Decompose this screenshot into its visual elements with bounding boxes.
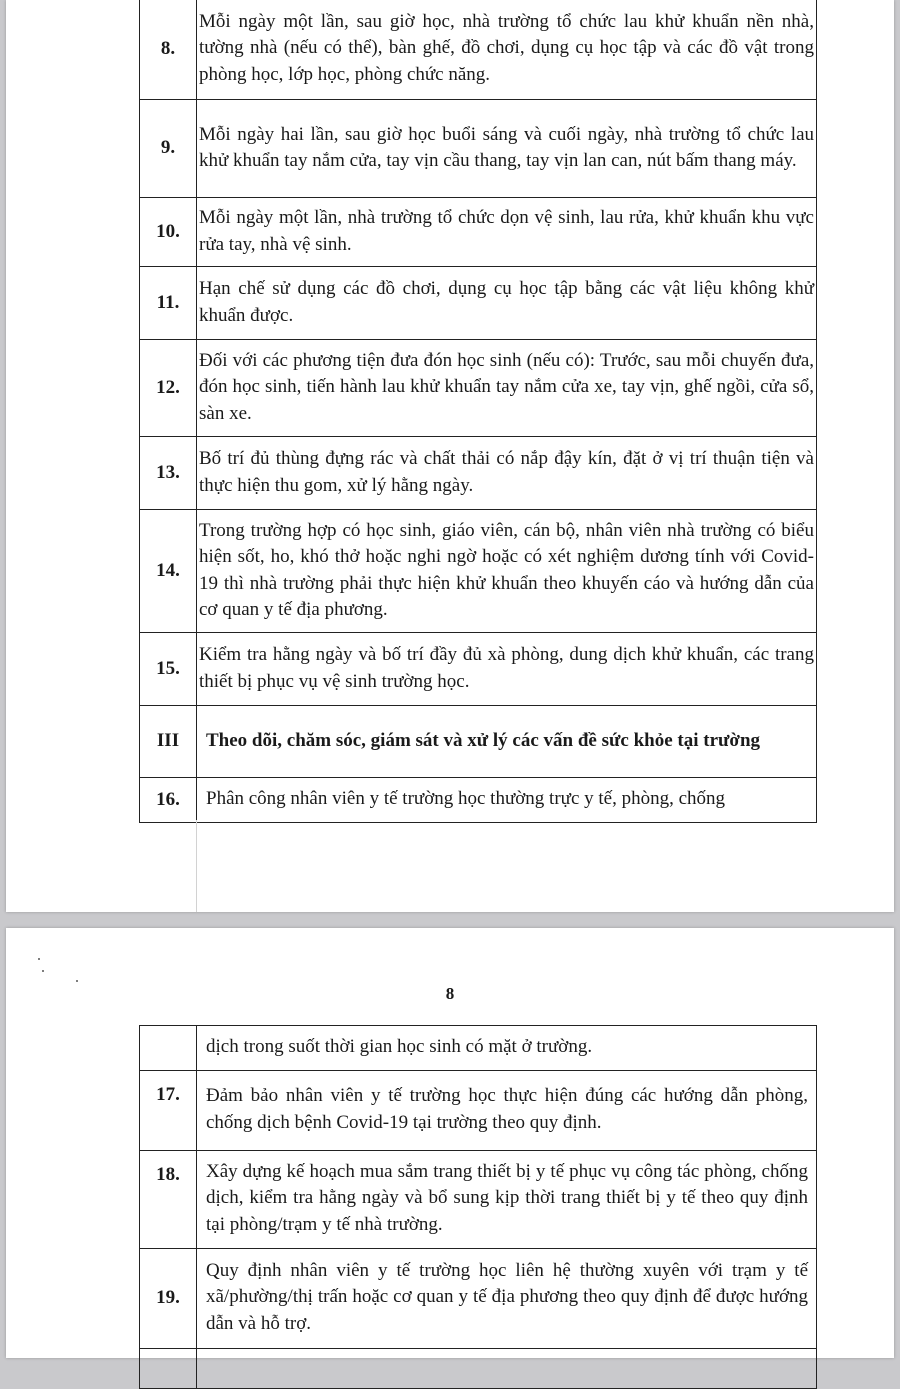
row-text: Mỗi ngày một lần, sau giờ học, nhà trường tổ chức lau khử khuẩn nền nhà, tường nhà (nếu có thể), bàn ghế, đồ chơi, dụng cụ học tập và các đồ vật trong phòng học, lớp học, phòng chức năng. — [197, 0, 817, 100]
row-number: 19. — [140, 1248, 197, 1348]
row-text: Kiểm tra hằng ngày và bố trí đầy đủ xà phòng, dung dịch khử khuẩn, các trang thiết bị phục vụ vệ sinh trường học. — [197, 633, 817, 706]
page-divider-line — [196, 820, 197, 912]
table-row — [140, 267, 817, 340]
row-number: 13. — [140, 437, 197, 510]
row-number: 18. — [140, 1150, 197, 1248]
row-text: Phân công nhân viên y tế trường học thường trực y tế, phòng, chống — [197, 778, 817, 823]
table-row — [140, 778, 817, 823]
section-number: III — [140, 706, 197, 778]
table-row — [140, 633, 817, 706]
table-row-cut-off — [140, 1348, 817, 1388]
row-text-empty — [197, 1348, 817, 1388]
table-row — [140, 510, 817, 633]
table-row — [140, 100, 817, 198]
table-row — [140, 198, 817, 267]
row-number: 11. — [140, 267, 197, 340]
row-text: Đối với các phương tiện đưa đón học sinh (nếu có): Trước, sau mỗi chuyến đưa, đón học sinh, tiến hành lau khử khuẩn tay nắm cửa xe, tay vịn, ghế ngồi, cửa sổ, sàn xe. — [197, 340, 817, 437]
table-row — [140, 1026, 817, 1071]
row-text: Xây dựng kế hoạch mua sắm trang thiết bị y tế phục vụ công tác phòng, chống dịch, kiểm tra hằng ngày và bổ sung kịp thời trang thiết bị y tế theo quy định tại phòng/trạm y tế nhà trường. — [197, 1150, 817, 1248]
section-title: Theo dõi, chăm sóc, giám sát và xử lý các vấn đề sức khỏe tại trường — [197, 706, 817, 778]
row-number: 14. — [140, 510, 197, 633]
row-text-continuation: dịch trong suốt thời gian học sinh có mặt ở trường. — [197, 1026, 817, 1071]
row-text: Bố trí đủ thùng đựng rác và chất thải có nắp đậy kín, đặt ở vị trí thuận tiện và thực hiện thu gom, xử lý hằng ngày. — [197, 437, 817, 510]
row-number: 8. — [140, 0, 197, 100]
row-text: Hạn chế sử dụng các đồ chơi, dụng cụ học tập bằng các vật liệu không khử khuẩn được. — [197, 267, 817, 340]
row-text: Đảm bảo nhân viên y tế trường học thực hiện đúng các hướng dẫn phòng, chống dịch bệnh Covid-19 tại trường theo quy định. — [197, 1070, 817, 1150]
row-number-empty — [140, 1026, 197, 1071]
scan-speck — [76, 980, 78, 982]
row-text: Mỗi ngày hai lần, sau giờ học buổi sáng và cuối ngày, nhà trường tổ chức lau khử khuẩn tay nắm cửa, tay vịn cầu thang, tay vịn lan can, nút bấm thang máy. — [197, 100, 817, 198]
page-number: 8 — [445, 984, 455, 1003]
row-number-empty — [140, 1348, 197, 1388]
document-page-1 — [6, 0, 894, 912]
scan-speck — [42, 970, 44, 972]
row-number: 15. — [140, 633, 197, 706]
table-row — [140, 0, 817, 100]
checklist-table-page-2 — [139, 1025, 817, 1389]
table-row — [140, 340, 817, 437]
row-number: 16. — [140, 778, 197, 823]
row-text: Trong trường hợp có học sinh, giáo viên, cán bộ, nhân viên nhà trường có biểu hiện sốt, ho, khó thở hoặc nghi ngờ hoặc có xét nghiệm dương tính với Covid-19 thì nhà trường phải thực hiện khử khuẩn theo khuyến cáo và hướng dẫn của cơ quan y tế địa phương. — [197, 510, 817, 633]
table-row — [140, 1150, 817, 1248]
table-row — [140, 437, 817, 510]
document-page-2 — [6, 928, 894, 1358]
row-number: 10. — [140, 198, 197, 267]
scan-speck — [38, 958, 40, 960]
section-row — [140, 706, 817, 778]
row-number: 12. — [140, 340, 197, 437]
table-row — [140, 1248, 817, 1348]
row-number: 9. — [140, 100, 197, 198]
row-text: Mỗi ngày một lần, nhà trường tổ chức dọn vệ sinh, lau rửa, khử khuẩn khu vực rửa tay, nhà vệ sinh. — [197, 198, 817, 267]
row-text: Quy định nhân viên y tế trường học liên hệ thường xuyên với trạm y tế xã/phường/thị trấn hoặc cơ quan y tế địa phương theo quy định để được hướng dẫn và hỗ trợ. — [197, 1248, 817, 1348]
table-row — [140, 1070, 817, 1150]
checklist-table-page-1 — [139, 0, 817, 823]
row-number: 17. — [140, 1070, 197, 1150]
